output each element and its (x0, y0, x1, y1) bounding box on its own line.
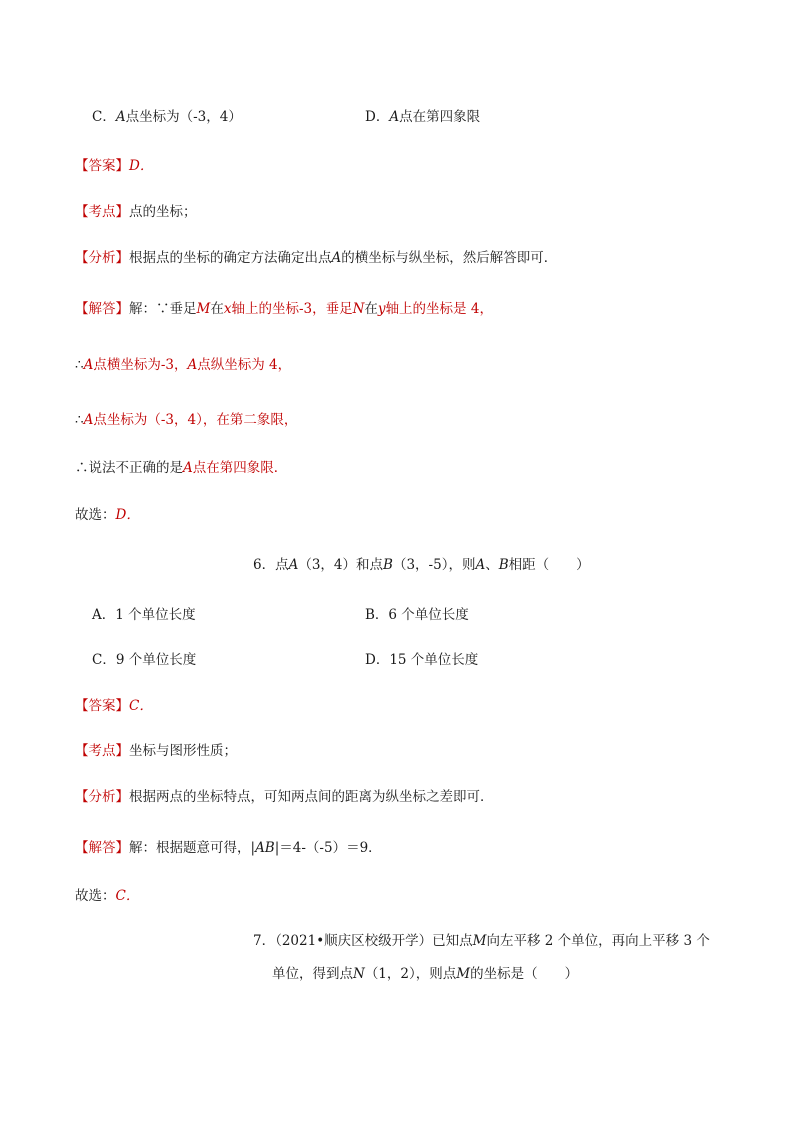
q5-option-c: C．A点坐标为（-3，4） (92, 109, 242, 125)
q5-step-2: ∴A点坐标为（-3，4），在第二象限， (75, 412, 298, 428)
q6-choice: 故选：C． (75, 888, 140, 904)
q5-choice: 故选：D． (75, 507, 140, 523)
q6-option-c: C．9 个单位长度 (92, 652, 197, 668)
q7-stem-line-2: 单位，得到点N（1，2），则点M的坐标是（ ） (272, 966, 579, 982)
q6-option-d: D．15 个单位长度 (365, 652, 479, 668)
q6-stem: 6．点A（3，4）和点B（3，-5），则A、B相距（ ） (253, 557, 590, 573)
q6-jieda: 【解答】解：根据题意可得，|AB|＝4-（-5）＝9． (75, 840, 382, 856)
q5-step-3: ∴说法不正确的是A点在第四象限． (75, 460, 288, 476)
q5-jieda: 【解答】解：∵垂足M在x轴上的坐标-3，垂足N在y轴上的坐标是 4， (75, 301, 493, 317)
q7-stem-line-1: 7．（2021•顺庆区校级开学）已知点M向左平移 2 个单位，再向上平移 3 个 (253, 933, 710, 949)
q5-fenxi: 【分析】根据点的坐标的确定方法确定出点A的横坐标与纵坐标，然后解答即可． (75, 250, 558, 266)
q5-option-d: D．A点在第四象限 (365, 109, 481, 125)
q6-option-b: B．6 个单位长度 (365, 607, 469, 623)
q5-answer: 【答案】D． (75, 158, 154, 174)
q5-step-1: ∴A点横坐标为-3，A点纵坐标为 4， (75, 357, 292, 373)
q6-option-a: A．1 个单位长度 (92, 607, 196, 623)
q6-fenxi: 【分析】根据两点的坐标特点，可知两点间的距离为纵坐标之差即可． (75, 789, 494, 805)
q6-kaodian: 【考点】坐标与图形性质； (75, 743, 237, 759)
q6-answer: 【答案】C． (75, 698, 153, 714)
q5-kaodian: 【考点】点的坐标； (75, 204, 197, 220)
